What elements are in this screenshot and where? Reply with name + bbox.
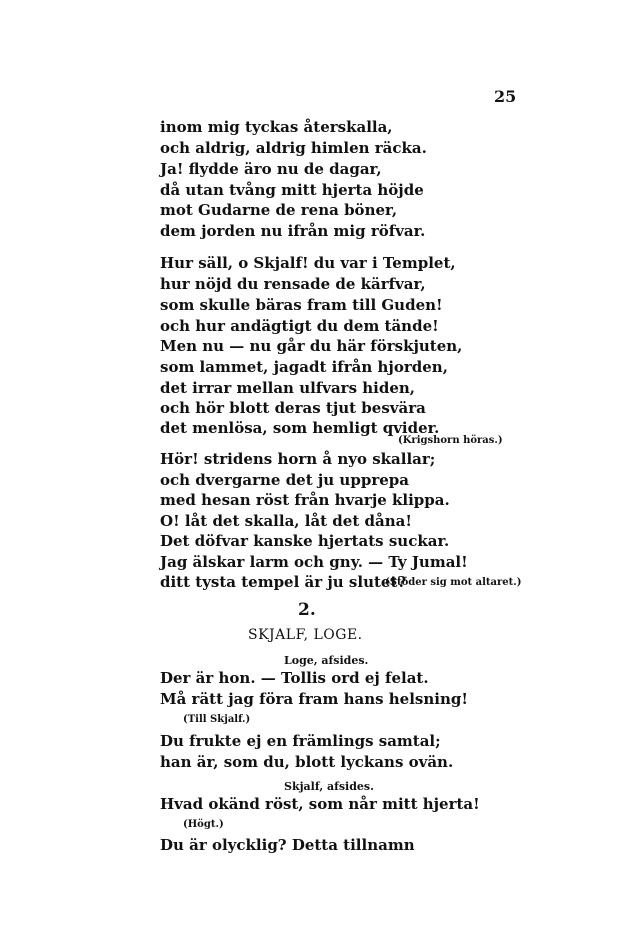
verse-line: som skulle bäras fram till Guden!	[160, 296, 443, 314]
stage-direction: (Stöder sig mot altaret.)	[385, 577, 522, 588]
stage-direction: (Till Skjalf.)	[183, 714, 251, 725]
verse-line: och hör blott deras tjut besvära	[160, 399, 426, 417]
scene-characters: SKJALF, LOGE.	[248, 627, 363, 643]
verse-line: inom mig tyckas återskalla,	[160, 118, 393, 136]
verse-line: som lammet, jagadt ifrån hjorden,	[160, 358, 448, 376]
verse-line: hur nöjd du rensade de kärfvar,	[160, 275, 426, 293]
verse-line: Der är hon. — Tollis ord ej felat.	[160, 669, 429, 687]
verse-line: Du är olycklig? Detta tillnamn	[160, 836, 415, 854]
verse-line: det irrar mellan ulfvars hiden,	[160, 379, 416, 397]
verse-line: O! låt det skalla, låt det dåna!	[160, 512, 412, 530]
verse-line: ditt tysta tempel är ju slutet?	[160, 573, 407, 591]
stage-direction: (Högt.)	[183, 819, 224, 830]
verse-line: mot Gudarne de rena böner,	[160, 201, 398, 219]
page-number: 25	[494, 87, 517, 106]
verse-line: Ja! flydde äro nu de dagar,	[160, 160, 382, 178]
verse-line: han är, som du, blott lyckans ovän.	[160, 753, 454, 771]
speaker-heading: Loge, afsides.	[284, 654, 369, 667]
verse-line: Men nu — nu går du här förskjuten,	[160, 337, 463, 355]
verse-line: Jag älskar larm och gny. — Ty Jumal!	[160, 553, 468, 571]
verse-line: Du frukte ej en främlings samtal;	[160, 732, 441, 750]
verse-line: det menlösa, som hemligt qvider.	[160, 419, 440, 437]
verse-line: och hur andägtigt du dem tände!	[160, 317, 439, 335]
scene-number: 2.	[298, 600, 316, 620]
verse-line: och aldrig, aldrig himlen räcka.	[160, 139, 427, 157]
verse-line: Det döfvar kanske hjertats suckar.	[160, 532, 450, 550]
verse-line: Må rätt jag föra fram hans helsning!	[160, 690, 468, 708]
verse-line: Hör! stridens horn å nyo skallar;	[160, 450, 436, 468]
stage-direction: (Krigshorn höras.)	[398, 435, 503, 446]
verse-line: Hur säll, o Skjalf! du var i Templet,	[160, 254, 456, 272]
verse-line: och dvergarne det ju upprepa	[160, 471, 409, 489]
verse-line: med hesan röst från hvarje klippa.	[160, 491, 450, 509]
verse-line: Hvad okänd röst, som når mitt hjerta!	[160, 795, 480, 813]
verse-line: då utan tvång mitt hjerta höjde	[160, 181, 424, 199]
verse-line: dem jorden nu ifrån mig röfvar.	[160, 222, 426, 240]
speaker-heading: Skjalf, afsides.	[284, 780, 374, 793]
